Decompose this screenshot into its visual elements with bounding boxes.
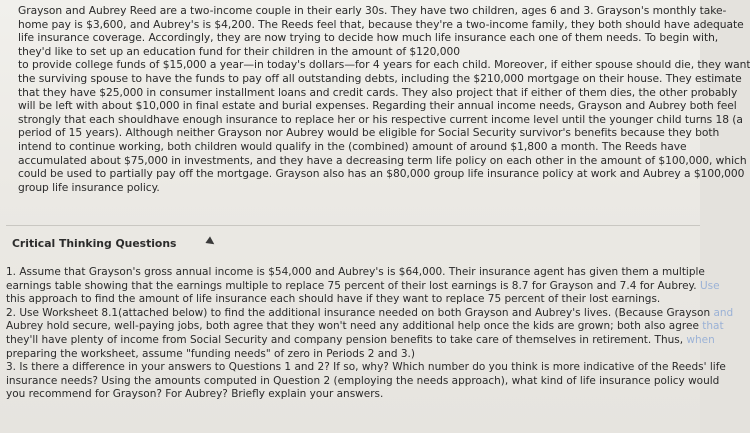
question-line: this approach to find the amount of life insurance each should have if they want to replace 75 percent of their lost earnings.: [6, 293, 661, 306]
case-line: they'd like to set up an education fund for their children in the amount of $120,000: [18, 44, 461, 58]
case-line: will be left with about $10,000 in final estate and burial expenses. Regarding their annual income needs, Grayson and Aubrey both feel: [18, 99, 737, 113]
case-line: Grayson and Aubrey Reed are a two-income couple in their early 30s. They have two children, ages 6 and 3. Grayson's monthly take-: [18, 4, 727, 17]
case-line: the surviving spouse to have the funds to pay off all outstanding debts, including the $210,000 mortgage on their house. They estimate: [18, 71, 742, 85]
case-study-paragraph: [18, 4, 750, 194]
case-line: accumulated about $75,000 in investments, and they have a decreasing term life policy on each other in the amount of $100,000, which: [18, 153, 747, 167]
question-line: 2. Use Worksheet 8.1(attached below) to find the additional insurance needed on both Grayson and Aubrey's lives. (Because Grayson and: [6, 306, 734, 319]
question-line: earnings table showing that the earnings multiple to replace 75 percent of their lost earnings is 8.7 for Grayson and 7.4 for Aubrey. Use: [6, 279, 720, 292]
question-line: preparing the worksheet, assume "funding needs" of zero in Periods 2 and 3.): [6, 347, 415, 360]
case-line: group life insurance policy.: [18, 180, 160, 194]
question-line: insurance needs? Using the amounts computed in Question 2 (employing the needs approach), what kind of life insurance policy would: [6, 374, 720, 387]
case-line: could be used to partially pay off the mortgage. Grayson also has an $80,000 group life insurance policy at work and Aubrey a $100,000: [18, 167, 745, 181]
questions-list: [6, 266, 734, 402]
case-line: period of 15 years). Although neither Grayson nor Aubrey would be eligible for Social Security survivor's benefits because they both: [18, 126, 720, 140]
case-line: that they have $25,000 in consumer installment loans and credit cards. They also project that if either of them dies, the other probably: [18, 85, 738, 99]
section-divider: [6, 225, 700, 226]
case-line: life insurance coverage. Accordingly, they are now trying to decide how much life insurance each one of them needs. To begin with,: [18, 31, 719, 45]
question-line: you recommend for Grayson? For Aubrey? Briefly explain your answers.: [6, 388, 384, 401]
section-heading: Critical Thinking Questions: [12, 237, 177, 250]
case-line: intend to continue working, both children would qualify in the (combined) amount of around $1,800 a month. The Reeds have: [18, 139, 687, 153]
question-line: Aubrey hold secure, well-paying jobs, both agree that they won't need any additional help once the kids are grown; both also agree that: [6, 320, 724, 333]
mouse-cursor-icon: [205, 236, 216, 247]
question-line: they'll have plenty of income from Social Security and company pension benefits to take care of themselves in retirement. Thus, when: [6, 333, 715, 346]
question-line: 3. Is there a difference in your answers to Questions 1 and 2? If so, why? Which number do you think is more indicative of the Reeds' life: [6, 361, 726, 374]
case-line: to provide college funds of $15,000 a year—in today's dollars—for 4 years for each child. Moreover, if either spouse should die, they want: [18, 58, 750, 72]
question-line: 1. Assume that Grayson's gross annual income is $54,000 and Aubrey's is $64,000. Their insurance agent has given them a multiple: [6, 266, 705, 278]
case-line: strongly that each shouldhave enough insurance to replace her or his respective current income level until the younger child turns 18 (a: [18, 112, 743, 126]
case-line: home pay is $3,600, and Aubrey's is $4,200. The Reeds feel that, because they're a two-income family, they both should have adequate: [18, 17, 744, 31]
